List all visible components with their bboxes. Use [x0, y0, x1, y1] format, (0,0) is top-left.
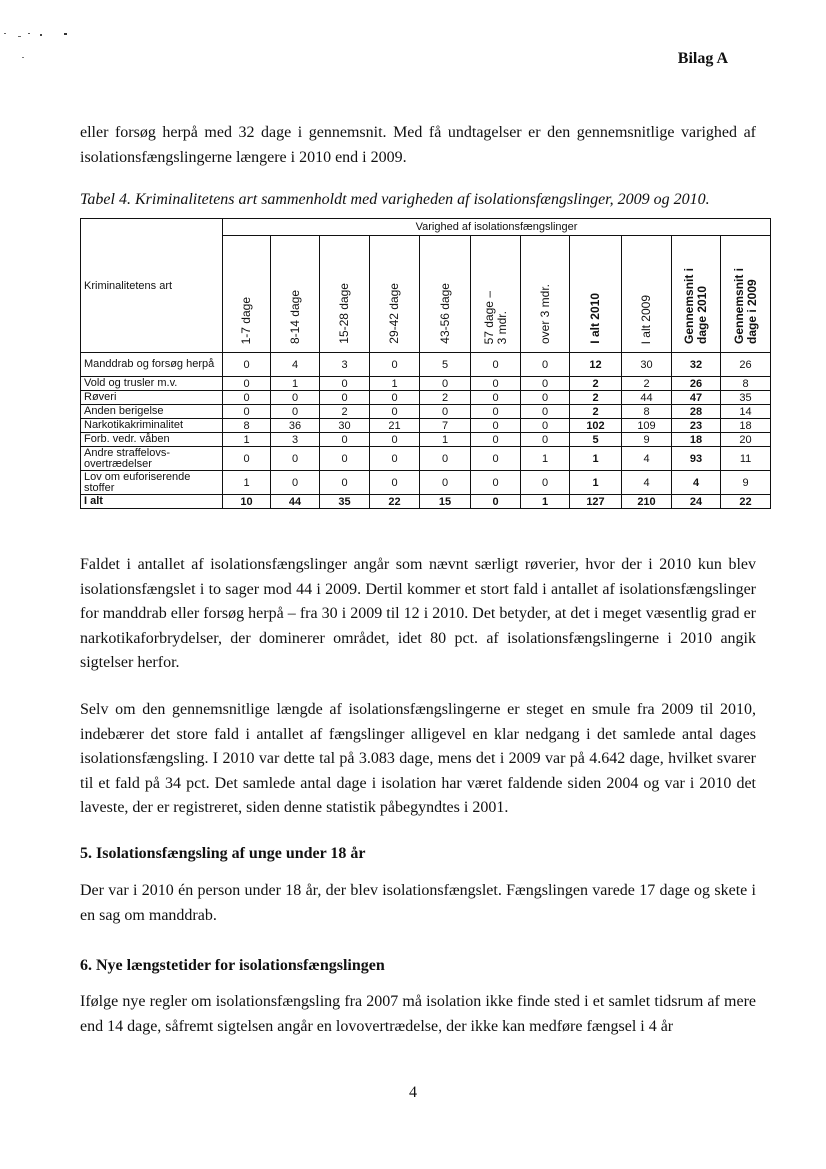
table-cell: 0 [320, 377, 370, 391]
column-header: over 3 mdr. [521, 236, 570, 353]
table-cell: 44 [622, 391, 672, 405]
table-cell: 1 [223, 433, 271, 447]
table-cell: 0 [521, 353, 570, 377]
table-cell: 0 [370, 433, 420, 447]
table-row [81, 391, 771, 405]
table-cell: 0 [471, 405, 521, 419]
table-cell: 12 [570, 353, 622, 377]
body-paragraph: Selv om den gennemsnitlige længde af isolationsfængslingerne er steget en smule fra 2009 til 2010, indebærer det store fald i antallet af fængslinger alligevel en klar nedgang i det samlede antal dages isolationsfængsling. I 2010 var dette tal på 3.083 dage, mens det i 2009 var på 4.642 dage, hvilket svarer til et fald på 34 pct. Det samlede antal dage i isolation har været faldende siden 2004 og var i 2010 det laveste, der er registreret, siden denne statistik påbegyndtes i 2001. [80, 701, 756, 816]
table-cell: 0 [521, 471, 570, 495]
table-cell: 1 [570, 447, 622, 471]
row-label: Lov om euforiserende stoffer [81, 471, 223, 495]
table-cell: 23 [672, 419, 721, 433]
table-cell: 0 [471, 353, 521, 377]
table-cell: 1 [420, 433, 471, 447]
table-cell: 4 [622, 447, 672, 471]
table-cell: 0 [370, 353, 420, 377]
table-cell: 0 [420, 405, 471, 419]
crime-duration-table [80, 218, 771, 509]
column-header: I alt 2010 [570, 236, 622, 353]
table-cell: 7 [420, 419, 471, 433]
table-cell: 1 [271, 377, 320, 391]
table-cell: 0 [420, 447, 471, 471]
row-header: Kriminalitetens art [81, 219, 223, 353]
table-cell: 11 [721, 447, 771, 471]
table-cell: 0 [521, 377, 570, 391]
row-label: Vold og trusler m.v. [81, 377, 223, 391]
row-label: Forb. vedr. våben [81, 433, 223, 447]
table-cell: 44 [271, 495, 320, 509]
table-cell: 26 [721, 353, 771, 377]
table-cell: 36 [271, 419, 320, 433]
table-cell: 1 [521, 447, 570, 471]
table-cell: 109 [622, 419, 672, 433]
table-cell: 21 [370, 419, 420, 433]
row-label: Manddrab og forsøg herpå [81, 353, 223, 377]
table-row [81, 353, 771, 377]
table-cell: 9 [622, 433, 672, 447]
row-label: Anden berigelse [81, 405, 223, 419]
page-number: 4 [409, 1084, 417, 1101]
table-cell: 1 [370, 377, 420, 391]
column-header: 29-42 dage [370, 236, 420, 353]
table-cell: 0 [370, 405, 420, 419]
section-5-text: Der var i 2010 én person under 18 år, der blev isolationsfængslet. Fængslingen varede 17 dage og skete i en sag om manddrab. [80, 882, 756, 924]
table-row [81, 377, 771, 391]
column-header: 57 dage – 3 mdr. [471, 236, 521, 353]
table-cell: 0 [271, 391, 320, 405]
table-cell: 3 [320, 353, 370, 377]
table-cell: 2 [570, 391, 622, 405]
table-cell: 18 [672, 433, 721, 447]
intro-paragraph: eller forsøg herpå med 32 dage i gennemsnit. Med få undtagelser er den gennemsnitlige varighed af isolationsfængslingerne længere i 2010 end i 2009. [80, 124, 756, 166]
table-cell: 0 [271, 471, 320, 495]
table-cell: 0 [223, 447, 271, 471]
scan-specks [0, 0, 120, 60]
table-cell: 0 [223, 391, 271, 405]
table-cell: 0 [320, 471, 370, 495]
table-cell: 0 [471, 377, 521, 391]
section-6-text: Ifølge nye regler om isolationsfængsling fra 2007 må isolation ikke finde sted i et samlet tidsrum af mere end 14 dage, såfremt sigtelsen angår en lovovertrædelse, der ikke kan medføre fængsel i 4 år [80, 993, 756, 1035]
table-cell: 0 [471, 419, 521, 433]
table-cell: 0 [370, 447, 420, 471]
column-header: 8-14 dage [271, 236, 320, 353]
body-paragraph: Faldet i antallet af isolationsfængslinger angår som nævnt særligt røverier, hvor der i 2010 kun blev isolationsfængslet i to sager mod 44 i 2009. Dertil kommer et stort fald i antallet af isolationsfængslinger for manddrab eller forsøg herpå – fra 30 i 2009 til 12 i 2010. Det betyder, at det i meget væsentlig grad er narkotikaforbrydelser, der dominerer området, idet 80 pct. af isolationsfængslingerne i 2010 angik sigtelser herfor. [80, 556, 756, 671]
table-row [81, 447, 771, 471]
section-5-heading: 5. Isolationsfængsling af unge under 18 år [80, 845, 366, 862]
table-cell: 0 [521, 433, 570, 447]
table-cell: 2 [622, 377, 672, 391]
table-cell: 3 [271, 433, 320, 447]
table-cell: 0 [521, 405, 570, 419]
table-cell: 0 [223, 377, 271, 391]
table-cell: 22 [370, 495, 420, 509]
table-cell: 0 [471, 447, 521, 471]
table-cell: 15 [420, 495, 471, 509]
table-cell: 9 [721, 471, 771, 495]
table-cell: 14 [721, 405, 771, 419]
table-cell: 0 [521, 419, 570, 433]
table-cell: 0 [223, 405, 271, 419]
table-cell: 35 [320, 495, 370, 509]
table-cell: 0 [370, 471, 420, 495]
row-label: Narkotikakriminalitet [81, 419, 223, 433]
table-cell: 4 [622, 471, 672, 495]
table-cell: 32 [672, 353, 721, 377]
table-cell: 8 [721, 377, 771, 391]
table-cell: 127 [570, 495, 622, 509]
appendix-label: Bilag A [677, 50, 728, 67]
table-cell: 4 [672, 471, 721, 495]
table-cell: 8 [622, 405, 672, 419]
table-cell: 24 [672, 495, 721, 509]
table-cell: 0 [320, 433, 370, 447]
row-label: Andre straffelovs-overtrædelser [81, 447, 223, 471]
table-cell: 0 [420, 471, 471, 495]
table-cell: 0 [320, 391, 370, 405]
table-cell: 8 [223, 419, 271, 433]
table-cell: 30 [622, 353, 672, 377]
table-cell: 10 [223, 495, 271, 509]
column-header: 1-7 dage [223, 236, 271, 353]
table-cell: 26 [672, 377, 721, 391]
table-cell: 0 [471, 495, 521, 509]
table-cell: 5 [420, 353, 471, 377]
table-cell: 0 [420, 377, 471, 391]
table-cell: 22 [721, 495, 771, 509]
table-cell: 0 [471, 471, 521, 495]
table-cell: 4 [271, 353, 320, 377]
table-caption: Tabel 4. Kriminalitetens art sammenholdt med varigheden af isolationsfængslinger, 2009 og 2010. [80, 191, 710, 208]
table-cell: 0 [223, 353, 271, 377]
group-header: Varighed af isolationsfængslinger [223, 219, 771, 236]
table-cell: 0 [370, 391, 420, 405]
table-cell: 1 [570, 471, 622, 495]
table-cell: 2 [570, 405, 622, 419]
column-header: I alt 2009 [622, 236, 672, 353]
table-cell: 210 [622, 495, 672, 509]
table-cell: 0 [471, 433, 521, 447]
row-label: I alt [81, 495, 223, 509]
table-cell: 1 [521, 495, 570, 509]
table-cell: 5 [570, 433, 622, 447]
table-cell: 35 [721, 391, 771, 405]
section-6-heading: 6. Nye længstetider for isolationsfængslingen [80, 957, 385, 974]
table-cell: 93 [672, 447, 721, 471]
table-cell: 2 [420, 391, 471, 405]
column-header: Gennemsnit i dage 2010 [672, 236, 721, 353]
table-cell: 0 [320, 447, 370, 471]
table-cell: 1 [223, 471, 271, 495]
table-cell: 0 [471, 391, 521, 405]
table-total-row [81, 495, 771, 509]
table-cell: 47 [672, 391, 721, 405]
table-cell: 18 [721, 419, 771, 433]
column-header: 15-28 dage [320, 236, 370, 353]
row-label: Røveri [81, 391, 223, 405]
column-header: 43-56 dage [420, 236, 471, 353]
table-cell: 30 [320, 419, 370, 433]
table-cell: 102 [570, 419, 622, 433]
table-cell: 0 [521, 391, 570, 405]
table-cell: 20 [721, 433, 771, 447]
table-row [81, 419, 771, 433]
table-cell: 0 [271, 447, 320, 471]
column-header: Gennemsnit i dage i 2009 [721, 236, 771, 353]
table-cell: 2 [570, 377, 622, 391]
table-row [81, 471, 771, 495]
table-cell: 0 [271, 405, 320, 419]
table-cell: 28 [672, 405, 721, 419]
table-row [81, 433, 771, 447]
table-row [81, 405, 771, 419]
table-cell: 2 [320, 405, 370, 419]
